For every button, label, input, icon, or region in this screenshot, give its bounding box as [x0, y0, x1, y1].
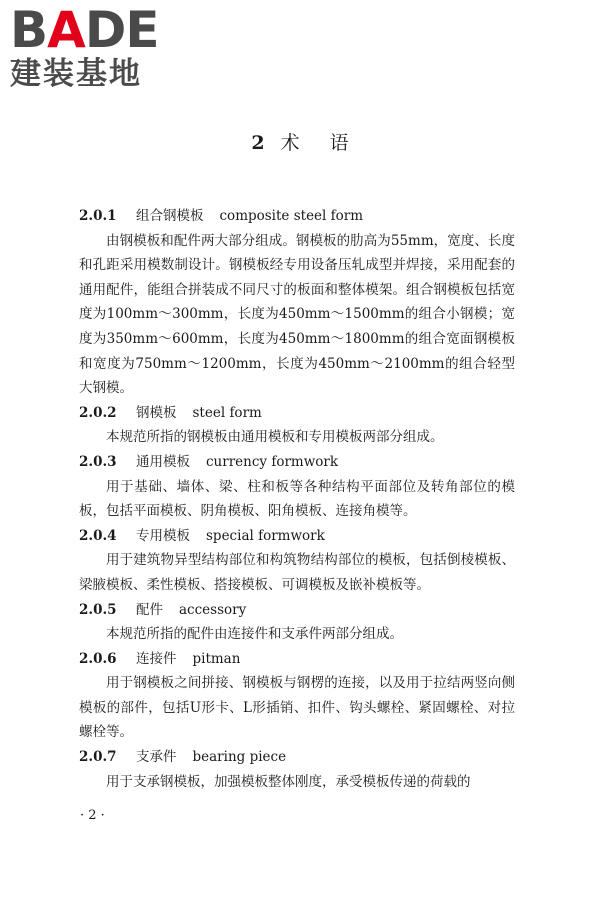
term-chinese: 专用模板 — [136, 527, 190, 544]
page-number: · 2 · — [80, 808, 105, 823]
term-chinese: 组合钢模板 — [136, 208, 204, 224]
term-number: 2.0.5 — [79, 601, 117, 618]
term-number: 2.0.1 — [79, 208, 117, 224]
term-chinese: 连接件 — [136, 650, 177, 667]
logo-accent-letter: A — [47, 1, 85, 59]
term-chinese: 钢模板 — [136, 404, 177, 421]
term-definition: 用于钢模板之间拼接、钢模板与钢楞的连接，以及用于拉结两竖向侧模板的部件，包括U形卡、L形插销、扣件、钩头螺栓、紧固螺栓、对拉螺栓等。 — [79, 675, 515, 741]
term-english: composite steel form — [219, 208, 364, 224]
term-english: steel form — [192, 404, 262, 421]
term-definition: 用于支承钢模板，加强模板整体刚度，承受模板传递的荷载的 — [106, 773, 471, 790]
term-heading — [79, 647, 515, 672]
term-heading — [79, 598, 515, 623]
term-chinese: 支承件 — [136, 749, 177, 766]
chapter-title-part1: 术 — [280, 132, 300, 154]
logo-subtitle: 建装基地 — [10, 56, 142, 92]
term-chinese: 配件 — [136, 601, 163, 618]
term-heading — [79, 745, 515, 770]
term-english: pitman — [192, 650, 241, 667]
logo-letter: B — [10, 1, 48, 59]
chapter-title — [0, 128, 600, 158]
logo-wordmark — [10, 1, 175, 59]
logo-letters: DE — [84, 1, 159, 59]
term-english: accessory — [179, 601, 247, 618]
term-english: currency formwork — [206, 453, 339, 470]
term-chinese: 通用模板 — [136, 453, 190, 470]
term-definition: 本规范所指的配件由连接件和支承件两部分组成。 — [106, 626, 403, 643]
term-heading — [79, 524, 515, 549]
term-heading — [79, 204, 515, 229]
terms-section — [79, 204, 515, 794]
term-number: 2.0.4 — [79, 527, 117, 544]
term-heading — [79, 450, 515, 475]
term-number: 2.0.7 — [79, 749, 117, 766]
term-number: 2.0.3 — [79, 453, 117, 470]
term-definition: 本规范所指的钢模板由通用模板和专用模板两部分组成。 — [106, 429, 444, 446]
term-definition: 用于建筑物异型结构部位和构筑物结构部位的模板，包括倒棱模板、梁腋模板、柔性模板、搭接模板、可调模板及嵌补模板等。 — [79, 552, 515, 593]
term-definition: 由钢模板和配件两大部分组成。钢模板的肋高为55mm，宽度、长度和孔距采用模数制设计。钢模板经专用设备压轧成型并焊接，采用配套的通用配件，能组合拼装成不同尺寸的板面和整体模架。组合钢模板包括宽度为100mm～300mm，长度为450mm～1500mm的组合小钢模；宽度为350mm～600mm，长度为450mm～1800mm的组合宽面钢模板和宽度为750mm～1200mm，长度为450mm～2100mm的组合轻型大钢模。 — [79, 232, 515, 397]
term-number: 2.0.6 — [79, 650, 117, 667]
term-heading — [79, 401, 515, 426]
brand-logo — [10, 1, 175, 96]
term-english: special formwork — [206, 527, 325, 544]
term-english: bearing piece — [192, 749, 287, 766]
term-number: 2.0.2 — [79, 404, 117, 421]
term-definition: 用于基础、墙体、梁、柱和板等各种结构平面部位及转角部位的模板，包括平面模板、阴角模板、阳角模板、连接角模等。 — [79, 478, 515, 520]
chapter-number: 2 — [251, 132, 265, 154]
chapter-title-part2: 语 — [329, 132, 349, 154]
